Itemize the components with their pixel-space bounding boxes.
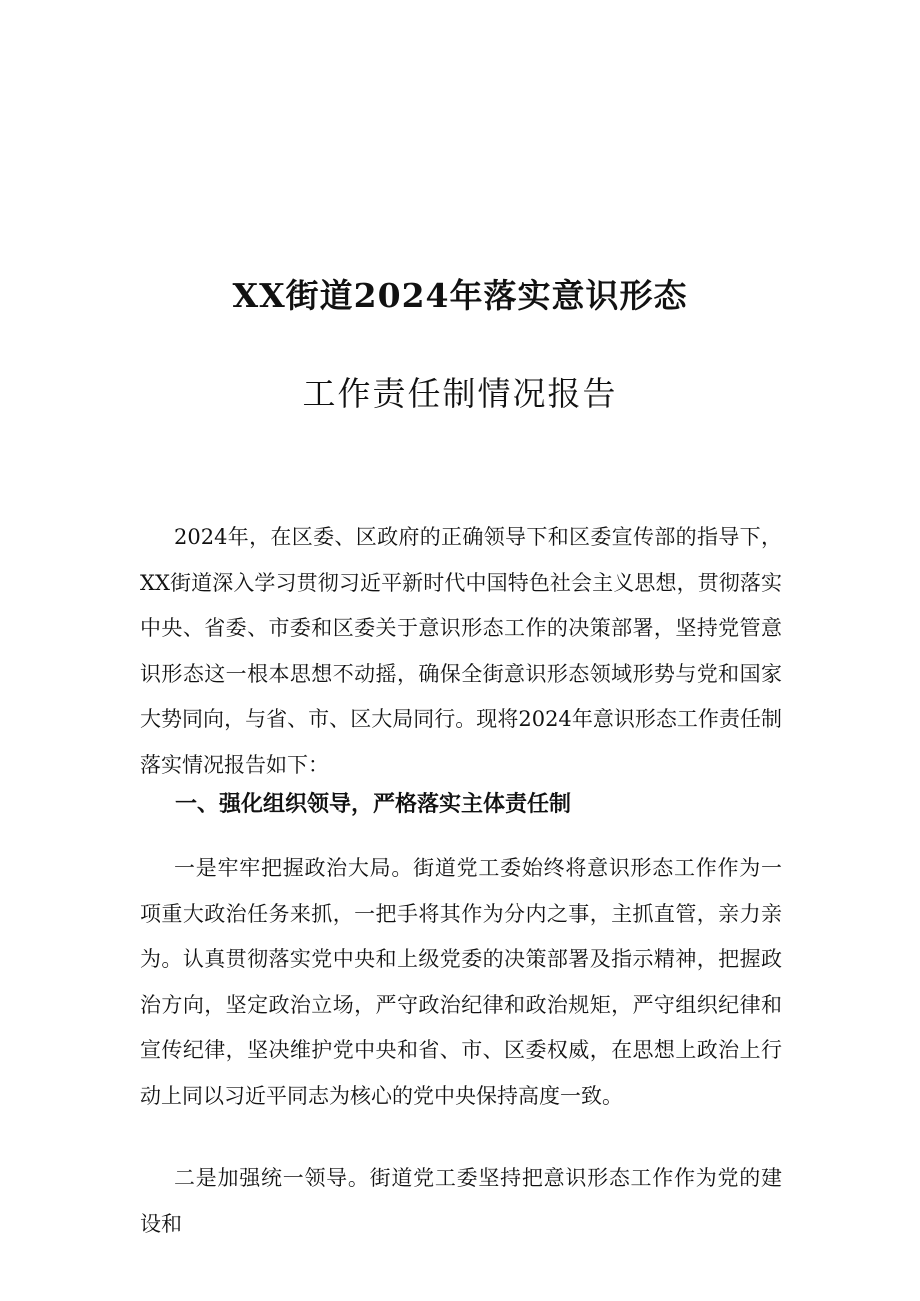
intro-paragraph: 2024年，在区委、区政府的正确领导下和区委宣传部的指导下，XX街道深入学习贯彻习近平新时代中国特色社会主义思想，贯彻落实中央、省委、市委和区委关于意识形态工作的决策部署，坚持党管意识形态这一根本思想不动摇，确保全街意识形态领域形势与党和国家大势同向，与省、市、区大局同行。现将2024年意识形态工作责任制落实情况报告如下： bbox=[140, 525, 782, 777]
section-heading-1: 一、强化组织领导，严格落实主体责任制 bbox=[175, 792, 572, 817]
body-paragraph-1: 一是牢牢把握政治大局。街道党工委始终将意识形态工作作为一项重大政治任务来抓，一把手将其作为分内之事，主抓直管，亲力亲为。认真贯彻落实党中央和上级党委的决策部署及指示精神，把握政治方向，坚定政治立场，严守政治纪律和政治规矩，严守组织纪律和宣传纪律，坚决维护党中央和省、市、区委权威，在思想上政治上行动上同以习近平同志为核心的党中央保持高度一致。 bbox=[140, 856, 782, 1108]
body-paragraph-2: 二是加强统一领导。街道党工委坚持把意识形态工作作为党的建设和 bbox=[140, 1166, 782, 1236]
report-title-line-2: 工作责任制情况报告 bbox=[302, 374, 618, 413]
report-title-line-1: XX街道2024年落实意识形态 bbox=[232, 276, 688, 315]
